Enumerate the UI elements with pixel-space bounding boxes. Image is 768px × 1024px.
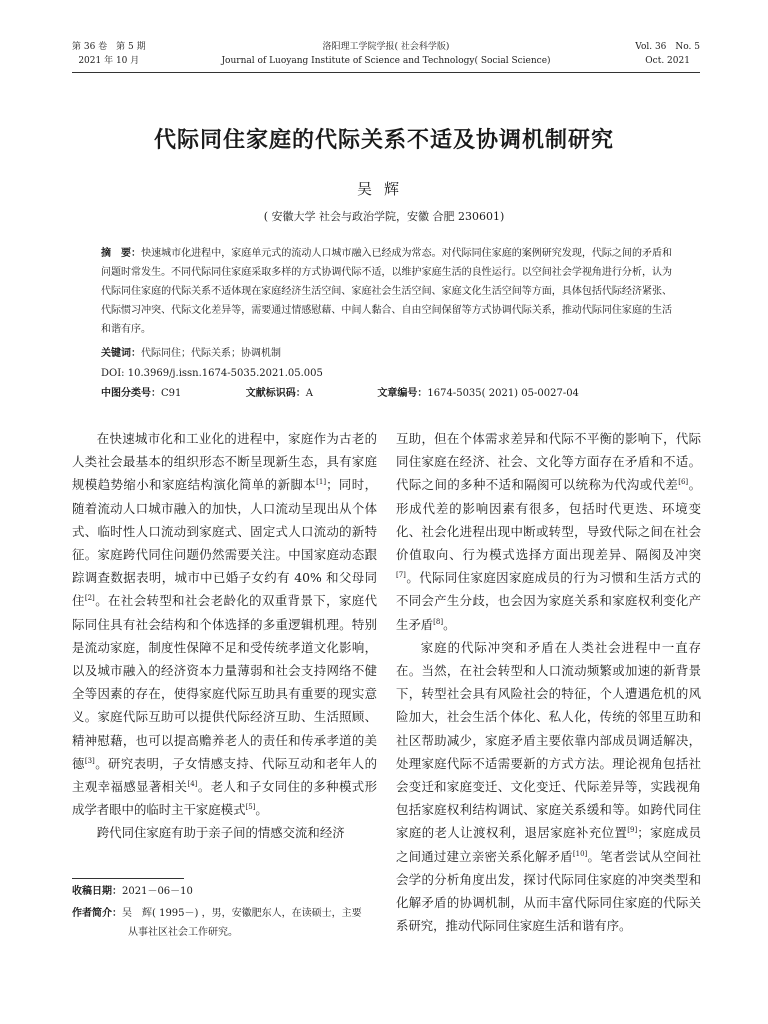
- volume-issue-en: [635, 40, 700, 68]
- paragraph: 互助，但在个体需求差异和代际不平衡的影响下，代际同住家庭在经济、社会、文化等方面存在矛盾和不适。代际之间的多种不适和隔阂可以统称为代沟或代差[6]。形成代差的影响因素有很多，包括时代更迭、环境变化、社会化进程出现中断或转型，导致代际之间在社会价值取向、行为模式选择方面出现差异、隔阂及冲突[7]。代际同住家庭因家庭成员的行为习惯和生活方式的不同会产生分歧，也会因为家庭关系和家庭权利变化产生矛盾[8]。: [396, 431, 702, 632]
- bio-label: 作者简介：: [72, 908, 122, 919]
- volume-line-en: Vol. 36 No. 5: [635, 42, 700, 52]
- classification: [101, 386, 579, 402]
- keywords-label: 关键词：: [101, 348, 141, 359]
- author-affiliation: ( 安徽大学 社会与政治学院，安徽 合肥 230601): [263, 210, 505, 223]
- volume-line: 第 36 卷 第 5 期: [72, 42, 146, 52]
- doi: DOI: 10.3969/j.issn.1674-5035.2021.05.005: [101, 368, 323, 379]
- citation: [2]: [84, 594, 95, 603]
- keywords-text: 代际同住；代际关系；协调机制: [141, 348, 281, 359]
- journal-name-en: Journal of Luoyang Institute of Science and Technology( Social Science): [221, 56, 551, 66]
- doc-code-value: A: [305, 388, 313, 399]
- citation: [7]: [396, 571, 406, 580]
- article-number-label: 文章编号：: [377, 388, 428, 399]
- clc-label: 中图分类号：: [101, 388, 161, 399]
- date-line-en: Oct. 2021: [645, 56, 690, 66]
- abstract-text: 快速城市化进程中，家庭单元式的流动人口城市融入已经成为常态。对代际同住家庭的案例研究发现，代际之间的矛盾和问题时常发生。不同代际同住家庭采取多样的方式协调代际不适，以维护家庭生活的良性运行。以空间社会学视角进行分析，认为代际同住家庭的代际关系不适体现在家庭经济生活空间、家庭社会生活空间、家庭文化生活空间等方面，具体包括代际经济紧张、代际惯习冲突、代际文化差异等，需要通过情感慰藉、中间人黏合、自由空间保留等方式协调代际关系，推动代际同住家庭的生活和谐有序。: [101, 248, 673, 335]
- running-header: [72, 40, 700, 74]
- citation: [9]: [627, 826, 638, 835]
- citation: [6]: [678, 478, 689, 487]
- citation: [10]: [572, 849, 588, 858]
- citation: [3]: [84, 756, 95, 765]
- abstract-label: 摘 要：: [101, 248, 142, 259]
- received-label: 收稿日期：: [72, 886, 122, 897]
- body-column-right: [396, 427, 701, 937]
- author-bio: [72, 904, 382, 923]
- received-value: 2021－06－10: [122, 886, 193, 897]
- body-column-left: [72, 427, 377, 845]
- author-name: 吴辉: [356, 180, 411, 198]
- journal-name-cn: 洛阳理工学院学报( 社会科学版): [322, 42, 450, 52]
- received-date: [72, 882, 382, 901]
- paragraph: 家庭的代际冲突和矛盾在人类社会进程中一直存在。当然，在社会转型和人口流动频繁或加速的新背景下，转型社会具有风险社会的特征，个人遭遇危机的风险加大，社会生活个体化、私人化，传统的邻里互助和社区帮助减少，家庭矛盾主要依靠内部成员调适解决，处理家庭代际不适需要新的方式方法。理论视角包括社会变迁和家庭变迁、文化变迁、代际差异等，实践视角包括家庭权利结构调试、家庭关系缓和等。如跨代同住家庭的老人让渡权利，退居家庭补充位置[9]；家庭成员之间通过建立亲密关系化解矛盾[10]。笔者尝试从空间社会学的分析角度出发，探讨代际同住家庭的冲突类型和化解矛盾的协调机制，从而丰富代际同住家庭的代际关系研究，推动代际同住家庭生活和谐有序。: [396, 639, 702, 934]
- article-number-value: 1674-5035( 2021) 05-0027-04: [427, 388, 579, 399]
- footnote-rule: [72, 878, 184, 879]
- citation: [8]: [433, 617, 444, 626]
- citation: [5]: [245, 803, 256, 812]
- date-line: 2021 年 10 月: [78, 56, 140, 66]
- author-bio-cont: 从事社区社会工作研究。: [128, 927, 238, 938]
- clc-value: C91: [161, 388, 182, 399]
- doc-code-label: 文献标识码：: [245, 388, 306, 399]
- paper-title: 代际同住家庭的代际关系不适及协调机制研究: [153, 128, 614, 153]
- citation: [4]: [187, 779, 198, 788]
- paragraph: 在快速城市化和工业化的进程中，家庭作为古老的人类社会最基本的组织形态不断呈现新生态，具有家庭规模趋势缩小和家庭结构演化简单的新脚本[1]；同时，随着流动人口城市融入的加快，人口流动呈现出从个体式、临时性人口流动到家庭式、固定式人口流动的新特征。家庭跨代同住问题仍然需要关注。中国家庭动态跟踪调查数据表明，城市中已婚子女约有 40% 和父母同住[2]。在社会转型和社会老龄化的双重背景下，家庭代际同住具有社会结构和个体选择的多重逻辑机理。特别是流动家庭，制度性保障不足和受传统孝道文化影响，以及城市融入的经济资本力量薄弱和社会支持网络不健全等因素的存在，使得家庭代际互助具有重要的现实意义。家庭代际互助可以提供代际经济互助、生活照顾、精神慰藉，也可以提高赡养老人的责任和传承孝道的美德[3]。研究表明，子女情感支持、代际互动和老年人的主观幸福感显著相关[4]。老人和子女同住的多种模式形成学者眼中的临时主干家庭模式[5]。: [72, 431, 378, 818]
- journal-name: [72, 40, 700, 68]
- bio-line-1: 吴 辉( 1995－) ，男，安徽肥东人，在读硕士，主要: [122, 908, 362, 919]
- header-rule: [72, 72, 700, 73]
- paragraph: 跨代同住家庭有助于亲子间的情感交流和经济: [96, 825, 345, 841]
- keywords: [101, 346, 281, 362]
- citation: [1]: [316, 478, 327, 487]
- abstract: [101, 244, 672, 339]
